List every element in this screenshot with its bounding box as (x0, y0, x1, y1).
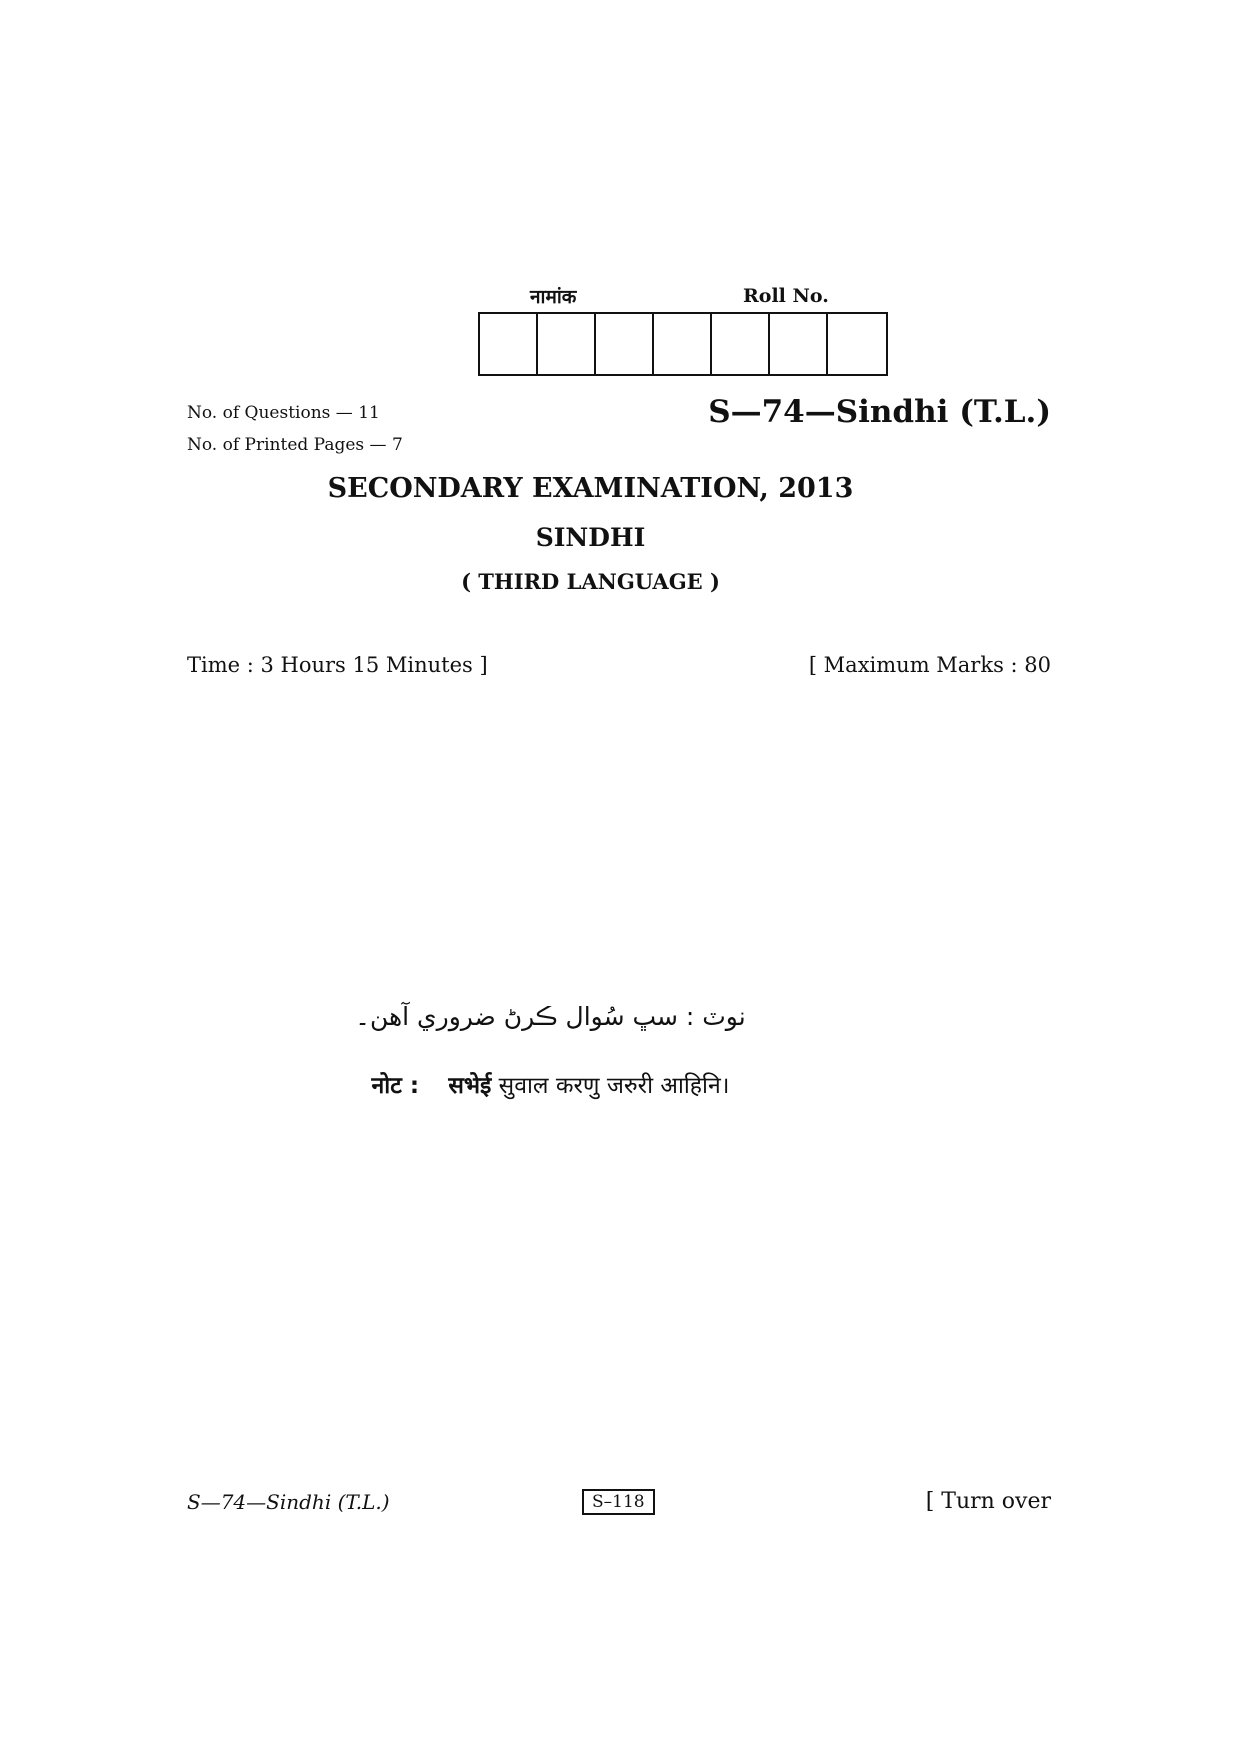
roll-digit-box[interactable] (654, 314, 712, 374)
subject-title: SINDHI (535, 523, 646, 552)
roll-digit-box[interactable] (770, 314, 828, 374)
note-hindi (0, 1068, 1241, 1100)
footer-turn-over: [ Turn over (925, 1489, 1051, 1514)
roll-digit-box[interactable] (596, 314, 654, 374)
roll-digit-box[interactable] (480, 314, 538, 374)
footer-paper-code: S—74—Sindhi (T.L.) (187, 1490, 390, 1514)
language-title: ( THIRD LANGUAGE ) (461, 569, 720, 594)
roll-digit-box[interactable] (828, 314, 886, 374)
note-sindhi: نوٽ : سڀ سُوال ڪرڻ ضروري آهن۔ (355, 1002, 746, 1031)
footer-serial-box: S–118 (582, 1489, 655, 1515)
note-hindi-bold-word: सभेई (448, 1073, 492, 1099)
note-hindi-label: नोट : (371, 1073, 420, 1099)
note-hindi-text: सुवाल करणु जरुरी आहिनि। (498, 1073, 730, 1099)
number-of-questions: No. of Questions — 11 (187, 403, 380, 423)
roll-label-english: Roll No. (743, 285, 829, 307)
maximum-marks: [ Maximum Marks : 80 (808, 653, 1051, 677)
roll-label-hindi: नामांक (530, 286, 577, 308)
roll-number-boxes (478, 312, 888, 376)
roll-digit-box[interactable] (712, 314, 770, 374)
paper-code: S—74—Sindhi (T.L.) (708, 394, 1051, 430)
number-of-printed-pages: No. of Printed Pages — 7 (187, 435, 403, 455)
exam-duration: Time : 3 Hours 15 Minutes ] (187, 653, 488, 677)
roll-digit-box[interactable] (538, 314, 596, 374)
exam-title: SECONDARY EXAMINATION, 2013 (327, 473, 854, 504)
